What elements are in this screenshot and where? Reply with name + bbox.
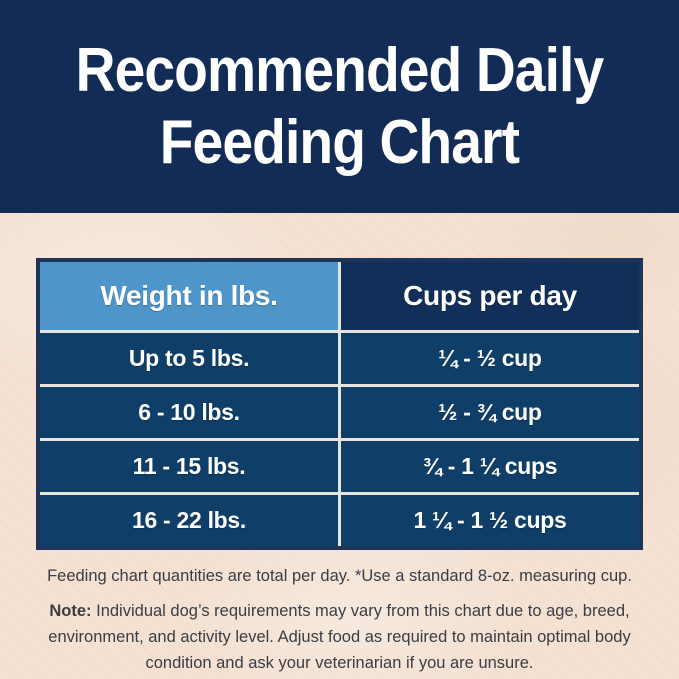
weight-cell: 6 - 10 lbs. [40, 387, 338, 438]
footnote-line: Feeding chart quantities are total per day. *Use a standard 8-oz. measuring cup. [47, 567, 632, 585]
cups-cell: ¾ - 1 ¼ cups [341, 441, 639, 492]
weight-cell: 16 - 22 lbs. [40, 495, 338, 546]
table-header-weight: Weight in lbs. [40, 262, 338, 330]
page-title-line2: Feeding Chart [159, 107, 520, 177]
feeding-table [36, 258, 643, 550]
page-title [76, 35, 604, 179]
table-header-cups: Cups per day [341, 262, 639, 330]
note-paragraph [40, 598, 639, 676]
weight-cell: 11 - 15 lbs. [40, 441, 338, 492]
note-label: Note: [49, 602, 97, 620]
weight-cell: Up to 5 lbs. [40, 333, 338, 384]
page-title-line1: Recommended Daily [75, 35, 604, 105]
cups-cell: ½ - ¾ cup [341, 387, 639, 438]
title-band [0, 0, 679, 213]
note-text: Individual dog’s requirements may vary from this chart due to age, breed, environment, and activity level. Adjust food as required to maintain optimal body condition and ask your veterinarian if you are unsure. [48, 602, 631, 672]
cups-cell: 1 ¼ - 1 ½ cups [341, 495, 639, 546]
cups-cell: ¼ - ½ cup [341, 333, 639, 384]
